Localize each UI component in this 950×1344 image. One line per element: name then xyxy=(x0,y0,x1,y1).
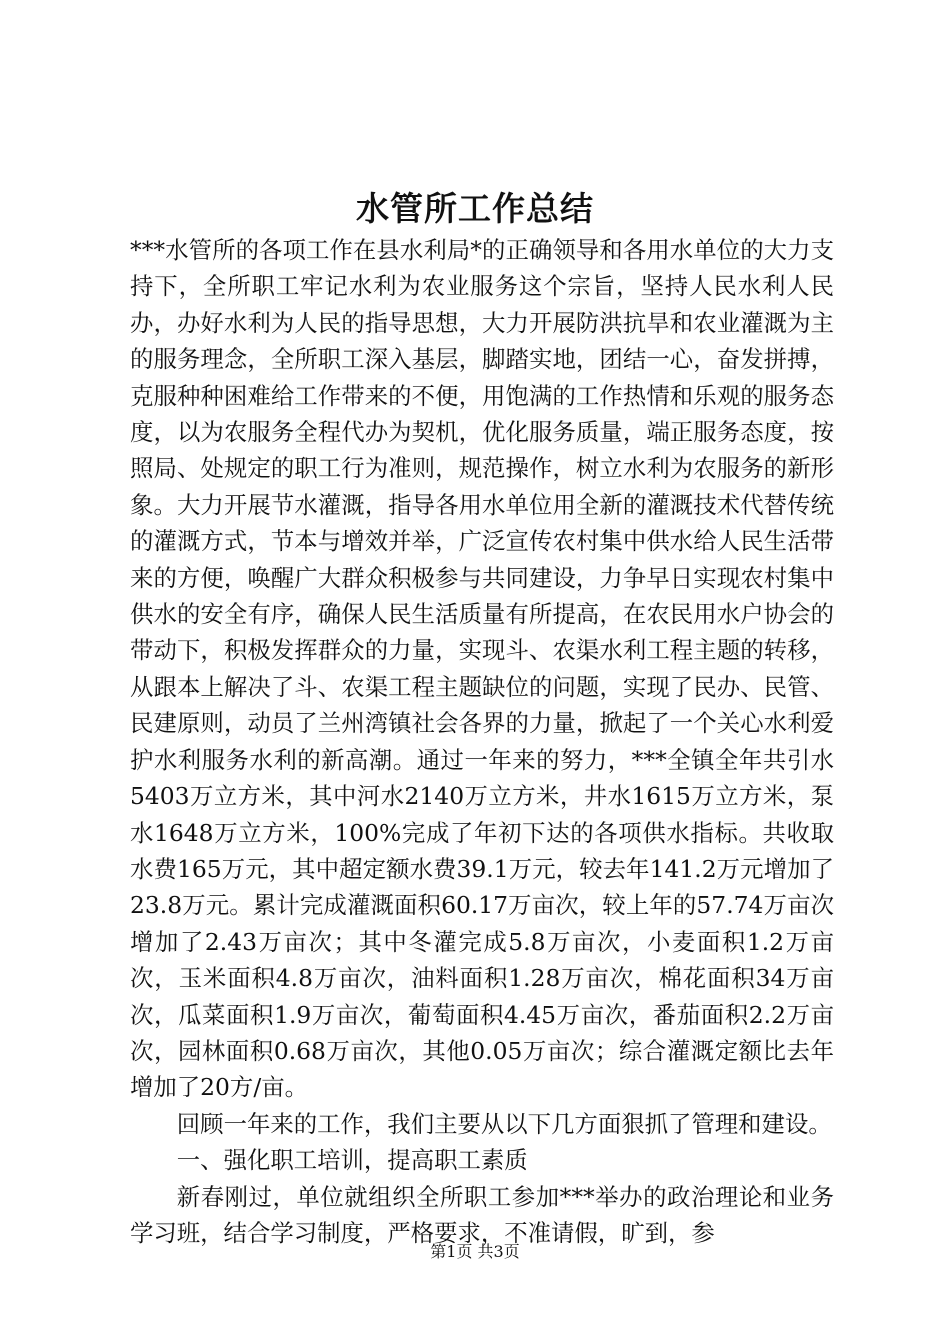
page-footer: 第1页 共3页 xyxy=(430,1242,520,1261)
paragraph-review-intro: 回顾一年来的工作，我们主要从以下几方面狠抓了管理和建设。 xyxy=(176,1109,832,1138)
section-heading-training: 一、强化职工培训，提高职工素质 xyxy=(176,1146,528,1175)
document-title: 水管所工作总结 xyxy=(356,189,594,228)
paragraph-summary: ***水管所的各项工作在县水利局*的正确领导和各用水单位的大力支持下，全所职工牢记水利为农业服务这个宗旨，坚持人民水利人民办，办好水利为人民的指导思想，大力开展防洪抗旱和农业灌溉为主的服务理念，全所职工深入基层，脚踏实地，团结一心，奋发拼搏，克服种种困难给工作带来的不便，用饱满的工作热情和乐观的服务态度，以为农服务全程代办为契机，优化服务质量，端正服务态度，按照局、处规定的职工行为准则，规范操作，树立水利为农服务的新形象。大力开展节水灌溉，指导各用水单位用全新的灌溉技术代替传统的灌溉方式，节本与增效并举，广泛宣传农村集中供水给人民生活带来的方便，唤醒广大群众积极参与共同建设，力争早日实现农村集中供水的安全有序，确保人民生活质量有所提高，在农民用水户协会的带动下，积极发挥群众的力量，实现斗、农渠水利工程主题的转移，从跟本上解决了斗、农渠工程主题缺位的问题，实现了民办、民管、民建原则，动员了兰州湾镇社会各界的力量，掀起了一个关心水利爱护水利服务水利的新高潮。通过一年来的努力，***全镇全年共引水5403万立方米，其中河水2140万立方米，井水1615万立方米，泵水1648万立方米，100%完成了年初下达的各项供水指标。共收取水费165万元，其中超定额水费39.1万元，较去年141.2万元增加了23.8万元。累计完成灌溉面积60.17万亩次，较上年的57.74万亩次增加了2.43万亩次；其中冬灌完成5.8万亩次，小麦面积1.2万亩次，玉米面积4.8万亩次，油料面积1.28万亩次，棉花面积34万亩次，瓜菜面积1.9万亩次，葡萄面积4.45万亩次，番茄面积2.2万亩次，园林面积0.68万亩次，其他0.05万亩次；综合灌溉定额比去年增加了20方/亩。 xyxy=(130,236,834,1102)
paragraph-training: 新春刚过，单位就组织全所职工参加***举办的政治理论和业务学习班，结合学习制度，严格要求，不准请假，旷到，参 xyxy=(130,1182,834,1247)
document-body xyxy=(130,232,834,1251)
